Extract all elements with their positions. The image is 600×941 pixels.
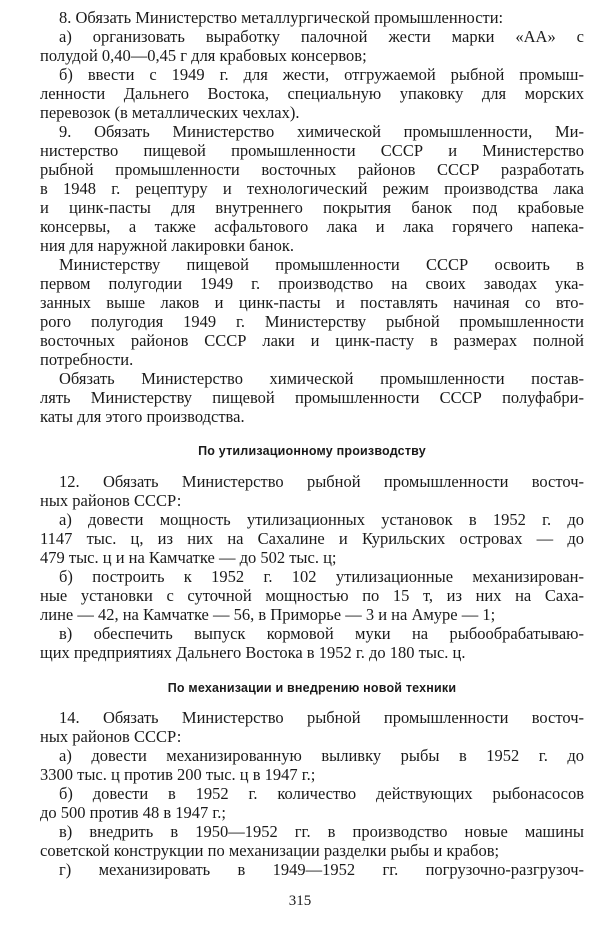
text-line: б) ввести с 1949 г. для жести, отгружаемой рыбной промыш- (59, 65, 584, 84)
text-line: 3300 тыс. ц против 200 тыс. ц в 1947 г.; (40, 765, 316, 784)
text-line: первом полугодии 1949 г. производство на своих заводах ука- (40, 274, 584, 293)
text-line: восточных районов СССР лаки и цинк-пасту в размерах полной (40, 331, 584, 350)
paragraph (40, 65, 584, 122)
text-line: а) довести мощность утилизационных установок в 1952 г. до (59, 510, 584, 529)
text-line: ных районов СССР: (40, 491, 182, 510)
text-line: 14. Обязать Министерство рыбной промышленности восточ- (59, 708, 584, 727)
text-line: ленности Дальнего Востока, специальную упаковку для морских (40, 84, 584, 103)
text-line: в) обеспечить выпуск кормовой муки на рыбообрабатываю- (59, 624, 584, 643)
paragraph (40, 122, 584, 255)
paragraph (40, 624, 584, 662)
paragraph (40, 784, 584, 822)
text-line: перевозок (в металлических чехлах). (40, 103, 300, 122)
text-line: консервы, а также асфальтового лака и лака горячего напека- (40, 217, 584, 236)
text-line: а) организовать выработку палочной жести марки «АА» с (59, 27, 584, 46)
text-line: 1147 тыс. ц, из них на Сахалине и Курильских островах — до (40, 529, 584, 548)
text-line: щих предприятиях Дальнего Востока в 1952 г. до 180 тыс. ц. (40, 643, 466, 662)
paragraph (40, 255, 584, 369)
text-line: рыбной промышленности восточных районов СССР разработать (40, 160, 584, 179)
text-line: б) построить к 1952 г. 102 утилизационные механизирован- (59, 567, 584, 586)
text-line: до 500 против 48 в 1947 г.; (40, 803, 226, 822)
text-line: нистерство пищевой промышленности СССР и Министерство (40, 141, 584, 160)
text-line: 8. Обязать Министерство металлургической промышленности: (59, 8, 504, 27)
section-heading-mechanization: По механизации и внедрению новой техники (167, 681, 457, 695)
paragraph (40, 27, 584, 65)
paragraph (40, 8, 584, 27)
paragraph (40, 369, 584, 426)
text-line: в 1948 г. рецептуру и технологический режим производства лака (40, 179, 584, 198)
section-materials (40, 8, 584, 426)
section-utilization (40, 472, 584, 662)
text-line: Обязать Министерство химической промышленности постав- (59, 369, 584, 388)
text-line: г) механизировать в 1949—1952 гг. погрузочно-разгрузоч- (59, 860, 584, 879)
text-line: лять Министерству пищевой промышленности СССР полуфабри- (40, 388, 584, 407)
text-line: советской конструкции по механизации разделки рыбы и крабов; (40, 841, 500, 860)
paragraph (40, 822, 584, 860)
text-line: лине — 42, на Камчатке — 56, в Приморье — 3 и на Амуре — 1; (40, 605, 496, 624)
text-line: ных районов СССР: (40, 727, 182, 746)
section-heading-utilization: По утилизационному производству (198, 444, 426, 458)
section-mechanization (40, 708, 584, 879)
text-line: каты для этого производства. (40, 407, 245, 426)
paragraph (40, 860, 584, 879)
text-line: а) довести механизированную выливку рыбы в 1952 г. до (59, 746, 584, 765)
paragraph (40, 510, 584, 567)
text-line: 12. Обязать Министерство рыбной промышленности восточ- (59, 472, 584, 491)
text-line: потребности. (40, 350, 134, 369)
text-line: б) довести в 1952 г. количество действующих рыбонасосов (59, 784, 584, 803)
text-line: рого полугодия 1949 г. Министерству рыбной промышленности (40, 312, 584, 331)
paragraph (40, 472, 584, 510)
paragraph (40, 708, 584, 746)
text-line: ния для наружной лакировки банок. (40, 236, 294, 255)
paragraph (40, 567, 584, 624)
text-line: в) внедрить в 1950—1952 гг. в производство новые машины (59, 822, 584, 841)
page-number: 315 (288, 893, 312, 909)
text-line: и цинк-пасты для внутреннего покрытия банок под крабовые (40, 198, 584, 217)
text-line: полудой 0,40—0,45 г для крабовых консервов; (40, 46, 367, 65)
text-line: 479 тыс. ц и на Камчатке — до 502 тыс. ц; (40, 548, 337, 567)
text-line: Министерству пищевой промышленности СССР освоить в (59, 255, 584, 274)
text-line: занных выше лаков и цинк-пасты и поставлять начиная со вто- (40, 293, 584, 312)
paragraph (40, 746, 584, 784)
text-line: ные установки с суточной мощностью по 15 т, из них на Саха- (40, 586, 584, 605)
text-line: 9. Обязать Министерство химической промышленности, Ми- (59, 122, 584, 141)
